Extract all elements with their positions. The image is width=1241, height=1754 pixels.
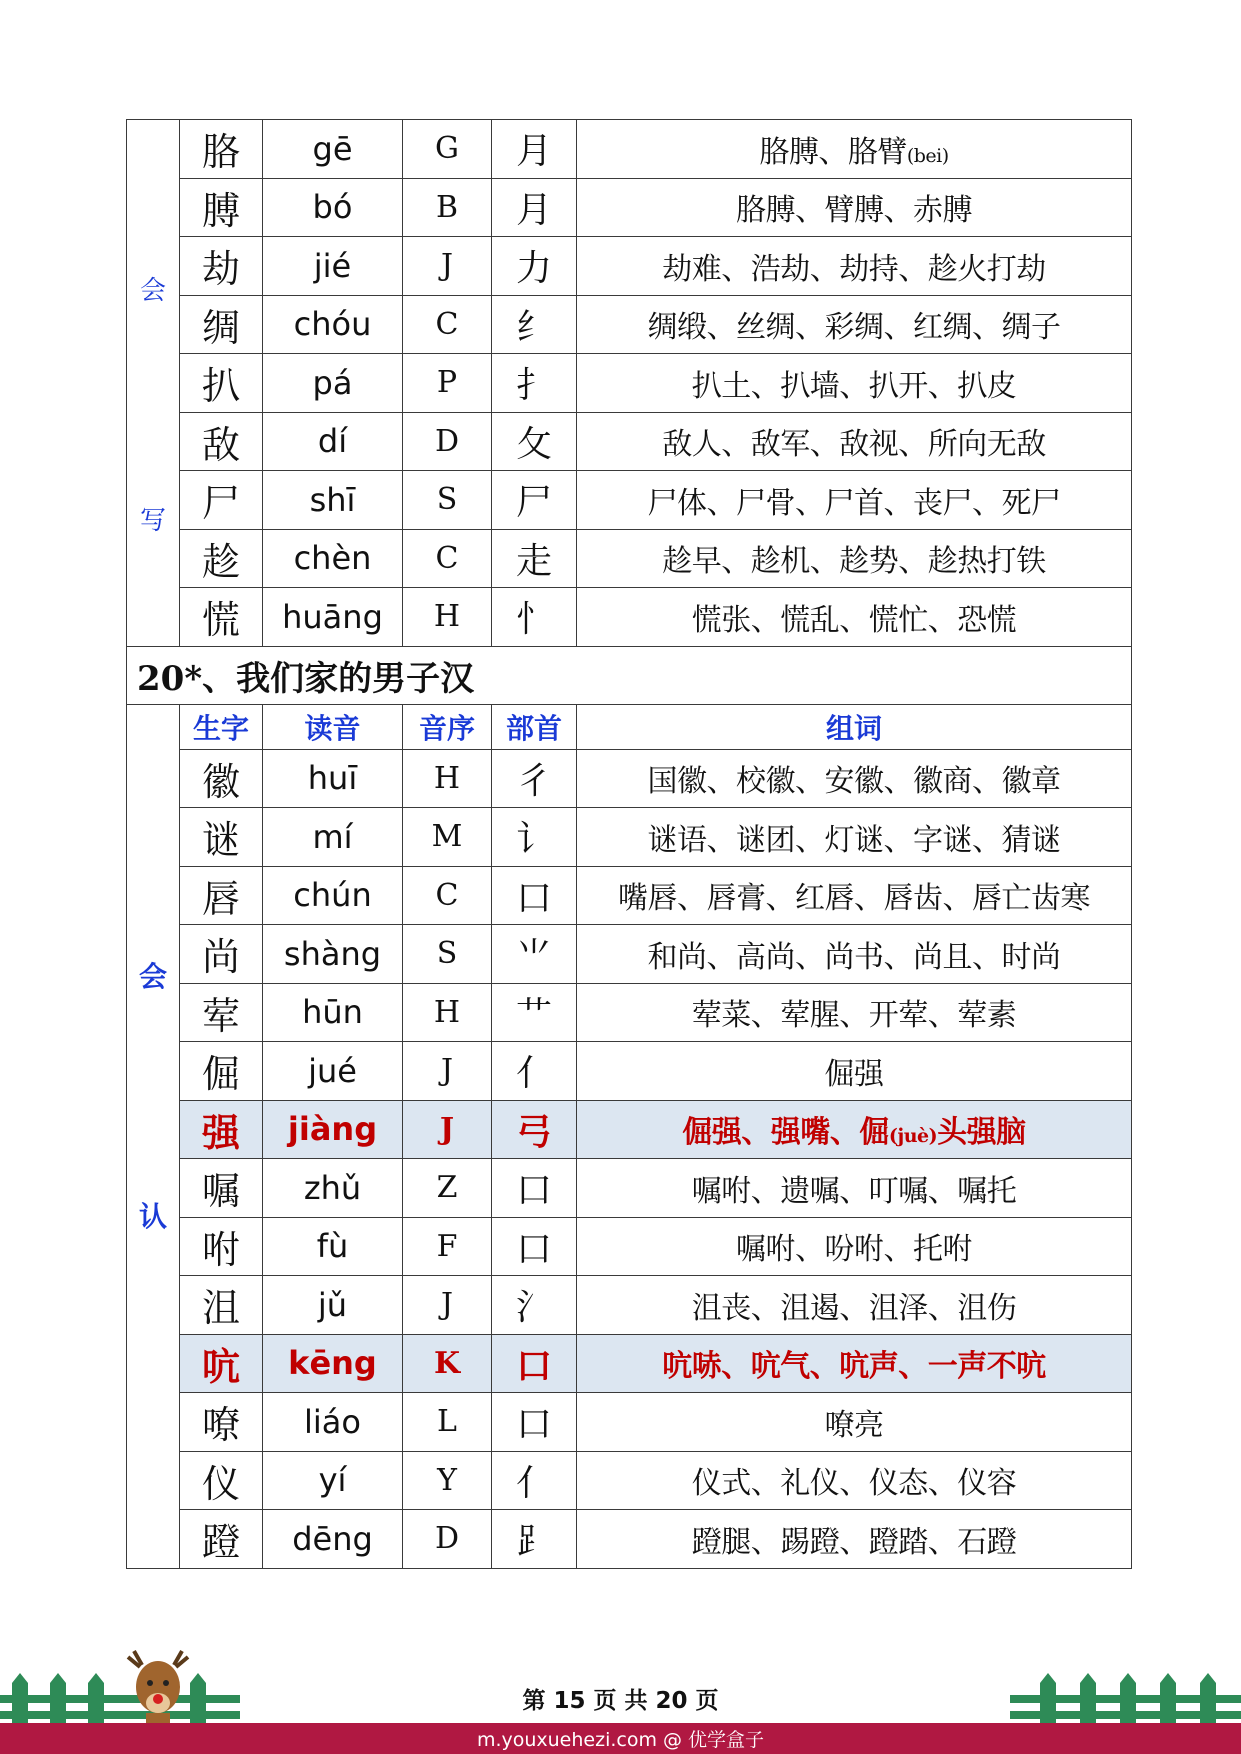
pinyin-cell: jié bbox=[263, 237, 403, 296]
side-label-ren: 认 bbox=[138, 1199, 167, 1233]
order-cell: P bbox=[403, 354, 492, 413]
words-cell: 蹬腿、踢蹬、蹬踏、石蹬 bbox=[577, 1510, 1132, 1569]
radical-cell: 亻 bbox=[492, 1451, 577, 1510]
pinyin-cell: chún bbox=[263, 866, 403, 925]
char-cell: 谜 bbox=[180, 808, 263, 867]
radical-cell: 讠 bbox=[492, 808, 577, 867]
table-row bbox=[127, 1451, 1132, 1510]
words-text: 倔强、强嘴、倔 bbox=[682, 1115, 889, 1151]
header-pinyin: 读音 bbox=[263, 704, 403, 749]
table-row bbox=[127, 412, 1132, 471]
table-row bbox=[127, 120, 1132, 179]
char-cell: 膊 bbox=[180, 178, 263, 237]
radical-cell: 口 bbox=[492, 1393, 577, 1452]
radical-cell: 艹 bbox=[492, 983, 577, 1042]
pinyin-cell: dí bbox=[263, 412, 403, 471]
pinyin-cell: jué bbox=[263, 1042, 403, 1101]
char-cell: 嘹 bbox=[180, 1393, 263, 1452]
words-cell: 国徽、校徽、安徽、徽商、徽章 bbox=[577, 749, 1132, 808]
pinyin-cell: yí bbox=[263, 1451, 403, 1510]
pinyin-note: (juè) bbox=[888, 1125, 938, 1148]
pinyin-cell: shàng bbox=[263, 925, 403, 984]
pinyin-cell: jǔ bbox=[263, 1276, 403, 1335]
header-row bbox=[127, 704, 1132, 749]
footer-url: m.youxuehezi.com @ 优学盒子 bbox=[476, 1729, 765, 1751]
order-cell: K bbox=[403, 1334, 492, 1393]
words-cell: 尸体、尸骨、尸首、丧尸、死尸 bbox=[577, 471, 1132, 530]
radical-cell: 纟 bbox=[492, 295, 577, 354]
pinyin-cell: fù bbox=[263, 1217, 403, 1276]
order-cell: H bbox=[403, 983, 492, 1042]
pinyin-cell: hūn bbox=[263, 983, 403, 1042]
side-label-hui: 会 bbox=[138, 959, 167, 993]
char-cell: 徽 bbox=[180, 749, 263, 808]
order-cell: H bbox=[403, 749, 492, 808]
header-radical: 部首 bbox=[492, 704, 577, 749]
char-cell: 敌 bbox=[180, 412, 263, 471]
table-row bbox=[127, 237, 1132, 296]
order-cell: J bbox=[403, 1100, 492, 1159]
header-words: 组词 bbox=[577, 704, 1132, 749]
table-row bbox=[127, 1276, 1132, 1335]
side-label-xie: 写 bbox=[139, 506, 166, 536]
char-cell: 劫 bbox=[180, 237, 263, 296]
pinyin-cell: gē bbox=[263, 120, 403, 179]
radical-cell: ⻊ bbox=[492, 1510, 577, 1569]
side-label-hui: 会 bbox=[139, 276, 166, 306]
pinyin-cell: pá bbox=[263, 354, 403, 413]
radical-cell: 攵 bbox=[492, 412, 577, 471]
table-row-highlighted bbox=[127, 1334, 1132, 1393]
char-cell: 沮 bbox=[180, 1276, 263, 1335]
radical-cell: 尸 bbox=[492, 471, 577, 530]
table-row bbox=[127, 529, 1132, 588]
words-cell: 嘹亮 bbox=[577, 1393, 1132, 1452]
table-row-highlighted bbox=[127, 1100, 1132, 1159]
order-cell: Y bbox=[403, 1451, 492, 1510]
words-cell: 谜语、谜团、灯谜、字谜、猜谜 bbox=[577, 808, 1132, 867]
char-cell: 吭 bbox=[180, 1334, 263, 1393]
table-row bbox=[127, 1042, 1132, 1101]
order-cell: C bbox=[403, 866, 492, 925]
char-cell: 尚 bbox=[180, 925, 263, 984]
words-cell: 敌人、敌军、敌视、所向无敌 bbox=[577, 412, 1132, 471]
words-cell: 和尚、高尚、尚书、尚且、时尚 bbox=[577, 925, 1132, 984]
vocab-table bbox=[126, 119, 1132, 1569]
order-cell: H bbox=[403, 588, 492, 647]
order-cell: S bbox=[403, 471, 492, 530]
radical-cell: 扌 bbox=[492, 354, 577, 413]
char-cell: 蹬 bbox=[180, 1510, 263, 1569]
words-cell: 倔强 bbox=[577, 1042, 1132, 1101]
words-cell: 胳膊、臂膊、赤膊 bbox=[577, 178, 1132, 237]
pinyin-cell: mí bbox=[263, 808, 403, 867]
radical-cell: 力 bbox=[492, 237, 577, 296]
words-cell: 沮丧、沮遏、沮泽、沮伤 bbox=[577, 1276, 1132, 1335]
lesson-title-row bbox=[127, 646, 1132, 704]
order-cell: S bbox=[403, 925, 492, 984]
table-row bbox=[127, 983, 1132, 1042]
words-text: 胳膊、胳臂 bbox=[759, 134, 907, 170]
char-cell: 趁 bbox=[180, 529, 263, 588]
words-cell: 慌张、慌乱、慌忙、恐慌 bbox=[577, 588, 1132, 647]
radical-cell: 氵 bbox=[492, 1276, 577, 1335]
radical-cell: 忄 bbox=[492, 588, 577, 647]
char-cell: 绸 bbox=[180, 295, 263, 354]
radical-cell: 口 bbox=[492, 1334, 577, 1393]
radical-cell: ⺌ bbox=[492, 925, 577, 984]
order-cell: Z bbox=[403, 1159, 492, 1218]
radical-cell: 走 bbox=[492, 529, 577, 588]
words-cell: 仪式、礼仪、仪态、仪容 bbox=[577, 1451, 1132, 1510]
table-row bbox=[127, 354, 1132, 413]
radical-cell: 亻 bbox=[492, 1042, 577, 1101]
order-cell: D bbox=[403, 412, 492, 471]
pinyin-cell: kēng bbox=[263, 1334, 403, 1393]
radical-cell: 口 bbox=[492, 866, 577, 925]
table-row bbox=[127, 1510, 1132, 1569]
words-cell: 扒土、扒墙、扒开、扒皮 bbox=[577, 354, 1132, 413]
side-label-cell bbox=[127, 120, 180, 647]
order-cell: D bbox=[403, 1510, 492, 1569]
order-cell: J bbox=[403, 237, 492, 296]
words-cell bbox=[577, 1100, 1132, 1159]
order-cell: C bbox=[403, 295, 492, 354]
table-row bbox=[127, 925, 1132, 984]
words-cell: 荤菜、荤腥、开荤、荤素 bbox=[577, 983, 1132, 1042]
pinyin-cell: jiàng bbox=[263, 1100, 403, 1159]
words-cell: 嘱咐、遗嘱、叮嘱、嘱托 bbox=[577, 1159, 1132, 1218]
pinyin-cell: chóu bbox=[263, 295, 403, 354]
pinyin-cell: chèn bbox=[263, 529, 403, 588]
words-cell: 绸缎、丝绸、彩绸、红绸、绸子 bbox=[577, 295, 1132, 354]
radical-cell: 月 bbox=[492, 120, 577, 179]
table-row bbox=[127, 1217, 1132, 1276]
pinyin-cell: shī bbox=[263, 471, 403, 530]
table-row bbox=[127, 178, 1132, 237]
table-row bbox=[127, 749, 1132, 808]
char-cell: 荤 bbox=[180, 983, 263, 1042]
table-row bbox=[127, 588, 1132, 647]
order-cell: J bbox=[403, 1276, 492, 1335]
words-cell: 嘴唇、唇膏、红唇、唇齿、唇亡齿寒 bbox=[577, 866, 1132, 925]
header-order: 音序 bbox=[403, 704, 492, 749]
pinyin-cell: bó bbox=[263, 178, 403, 237]
words-cell bbox=[577, 120, 1132, 179]
pinyin-cell: huāng bbox=[263, 588, 403, 647]
words-cell: 趁早、趁机、趁势、趁热打铁 bbox=[577, 529, 1132, 588]
order-cell: C bbox=[403, 529, 492, 588]
table-row bbox=[127, 866, 1132, 925]
char-cell: 咐 bbox=[180, 1217, 263, 1276]
table-row bbox=[127, 295, 1132, 354]
table-row bbox=[127, 1393, 1132, 1452]
char-cell: 嘱 bbox=[180, 1159, 263, 1218]
radical-cell: 月 bbox=[492, 178, 577, 237]
words-cell: 嘱咐、吩咐、托咐 bbox=[577, 1217, 1132, 1276]
side-label-cell bbox=[127, 704, 180, 1568]
radical-cell: 口 bbox=[492, 1217, 577, 1276]
words-cell: 吭哧、吭气、吭声、一声不吭 bbox=[577, 1334, 1132, 1393]
order-cell: G bbox=[403, 120, 492, 179]
words-cell: 劫难、浩劫、劫持、趁火打劫 bbox=[577, 237, 1132, 296]
words-text: 头强脑 bbox=[937, 1115, 1026, 1151]
char-cell: 仪 bbox=[180, 1451, 263, 1510]
char-cell: 强 bbox=[180, 1100, 263, 1159]
pinyin-cell: liáo bbox=[263, 1393, 403, 1452]
pinyin-cell: dēng bbox=[263, 1510, 403, 1569]
char-cell: 尸 bbox=[180, 471, 263, 530]
char-cell: 慌 bbox=[180, 588, 263, 647]
radical-cell: 口 bbox=[492, 1159, 577, 1218]
radical-cell: 弓 bbox=[492, 1100, 577, 1159]
order-cell: F bbox=[403, 1217, 492, 1276]
char-cell: 倔 bbox=[180, 1042, 263, 1101]
page-number: 第 15 页 共 20 页 bbox=[522, 1688, 719, 1714]
order-cell: M bbox=[403, 808, 492, 867]
char-cell: 唇 bbox=[180, 866, 263, 925]
pinyin-note: (bei) bbox=[906, 144, 949, 167]
order-cell: B bbox=[403, 178, 492, 237]
table-row bbox=[127, 471, 1132, 530]
char-cell: 胳 bbox=[180, 120, 263, 179]
order-cell: L bbox=[403, 1393, 492, 1452]
header-char: 生字 bbox=[180, 704, 263, 749]
lesson-title: 20*、我们家的男子汉 bbox=[127, 646, 1132, 704]
radical-cell: 彳 bbox=[492, 749, 577, 808]
char-cell: 扒 bbox=[180, 354, 263, 413]
order-cell: J bbox=[403, 1042, 492, 1101]
pinyin-cell: huī bbox=[263, 749, 403, 808]
pinyin-cell: zhǔ bbox=[263, 1159, 403, 1218]
table-row bbox=[127, 808, 1132, 867]
table-row bbox=[127, 1159, 1132, 1218]
